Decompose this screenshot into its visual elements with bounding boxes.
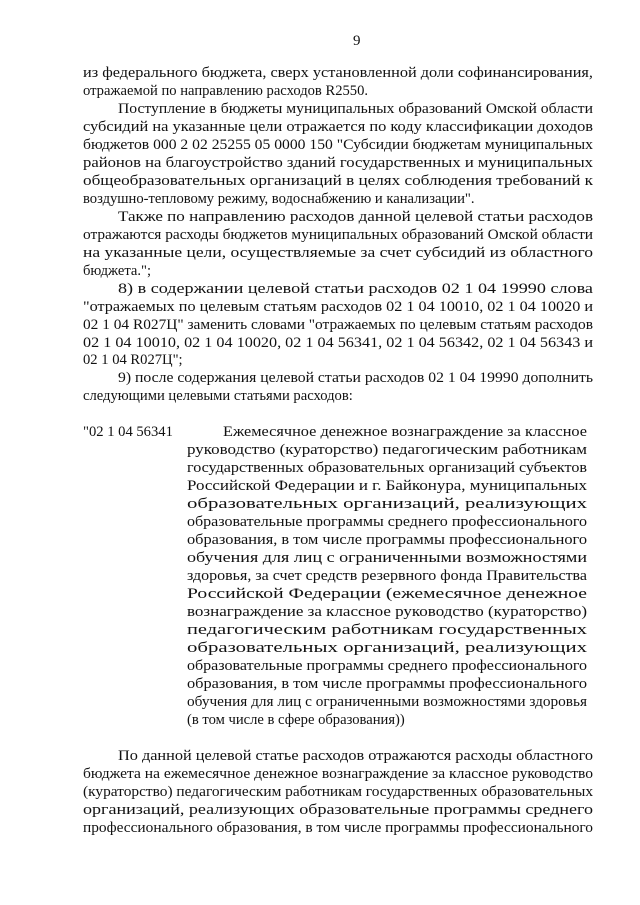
body-line: "отражаемых по целевым статьям расходов 02 1 04 10010, 02 1 04 10020 и	[83, 299, 594, 315]
body-line: субсидий на указанные цели отражается по коду классификации доходов	[83, 119, 594, 135]
entry-description-line: государственных образовательных организаций субъектов	[187, 460, 587, 476]
entry-description-line: образовательные программы среднего профессионального	[187, 514, 588, 530]
body-line: 02 1 04 R027Ц";	[83, 352, 183, 368]
entry-description-line: образовательных организаций, реализующих	[187, 640, 587, 656]
body-line: районов на благоустройство зданий государственных и муниципальных	[83, 155, 594, 171]
body-line: 8) в содержании целевой статьи расходов 02 1 04 19990 слова	[118, 281, 593, 297]
page-number: 9	[353, 33, 361, 49]
entry-description-line: образовательные программы среднего профессионального	[187, 658, 588, 674]
entry-description-line: образования, в том числе программы профессионального	[187, 532, 587, 548]
body-line: отражаются расходы бюджетов муниципальных образований Омской области	[83, 227, 594, 243]
body-line: Также по направлению расходов данной целевой статьи расходов	[118, 209, 593, 225]
entry-description-line: Российской Федерации и г. Байконура, муниципальных	[187, 478, 587, 494]
entry-description-line: педагогическим работникам государственных	[187, 622, 588, 638]
body-line: отражаемой по направлению расходов R2550.	[83, 83, 369, 99]
body-line: бюджета.";	[83, 263, 152, 279]
body-line: профессионального образования, в том числе программы профессионального	[83, 820, 594, 836]
entry-description-line: Ежемесячное денежное вознаграждение за классное	[223, 424, 588, 440]
body-line: 02 1 04 10010, 02 1 04 10020, 02 1 04 56341, 02 1 04 56342, 02 1 04 56343 и	[83, 335, 594, 351]
body-line: 9) после содержания целевой статьи расходов 02 1 04 19990 дополнить	[118, 370, 594, 386]
entry-description-line: образовательных организаций, реализующих	[187, 496, 587, 512]
entry-code: "02 1 04 56341	[83, 424, 173, 440]
entry-description-line: обучения для лиц с ограниченными возможностями	[187, 550, 588, 566]
body-line: (кураторство) педагогическим работникам государственных образовательных	[83, 784, 594, 800]
body-line: следующими целевыми статьями расходов:	[83, 388, 353, 404]
body-line: бюджетов 000 2 02 25255 05 0000 150 "Субсидии бюджетам муниципальных	[83, 137, 594, 153]
entry-description-line: вознаграждение за классное руководство (кураторство)	[187, 604, 588, 620]
body-line: из федерального бюджета, сверх установленной доли софинансирования,	[83, 65, 593, 81]
entry-description-line: здоровья, за счет средств резервного фонда Правительства	[187, 568, 587, 584]
body-line: бюджета на ежемесячное денежное вознаграждение за классное руководство	[83, 766, 594, 782]
entry-description-line: руководство (кураторство) педагогическим работникам	[187, 442, 587, 458]
body-line: По данной целевой статье расходов отражаются расходы областного	[118, 748, 594, 764]
body-line: общеобразовательных организаций в целях соблюдения требований к	[83, 173, 594, 189]
entry-description-line: (в том числе в сфере образования))	[187, 712, 405, 728]
entry-description-line: Российской Федерации (ежемесячное денежное	[187, 586, 587, 602]
body-line: организаций, реализующих образовательные программы среднего	[83, 802, 594, 818]
body-line: на указанные цели, осуществляемые за счет субсидий из областного	[83, 245, 594, 261]
entry-description-line: обучения для лиц с ограниченными возможностями здоровья	[187, 694, 587, 710]
body-line: 02 1 04 R027Ц" заменить словами "отражаемых по целевым статьям расходов	[83, 317, 593, 333]
body-line: Поступление в бюджеты муниципальных образований Омской области	[118, 101, 593, 117]
body-line: воздушно-тепловому режиму, водоснабжению и канализации".	[83, 191, 475, 207]
entry-description-line: образования, в том числе программы профессионального	[187, 676, 587, 692]
